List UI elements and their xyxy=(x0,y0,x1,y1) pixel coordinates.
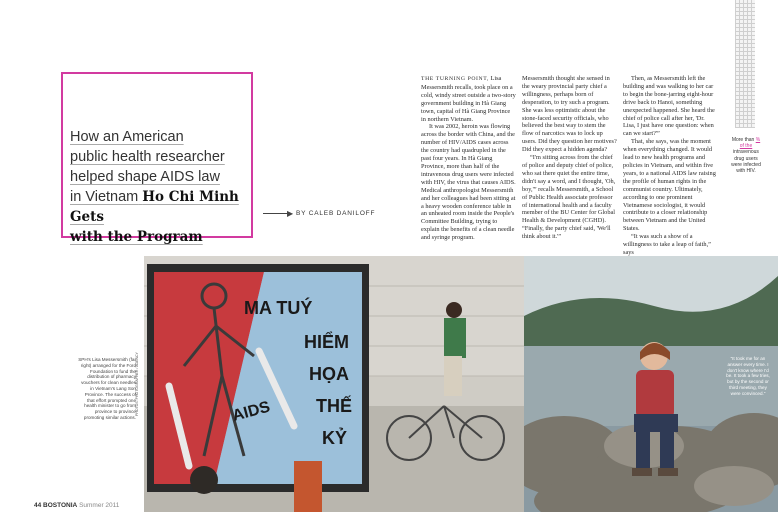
magazine-name: BOSTONIA xyxy=(43,502,78,509)
stat-post: intravenous drug users were infected with HIV. xyxy=(731,149,761,175)
headline-line-1: How an American xyxy=(70,129,184,145)
col2-para-1: Messersmith thought she sensed in the weary provincial party chief a willingness, perhaps born of desperation, to try such a program. She was less optimistic about the stone-faced security officials, who believed the best way to stem the flow of narcotics was to lock up users. Did they question her motives? Did they expect a hidden agenda? xyxy=(522,75,617,154)
col3-para-3: “It was such a show of a willingness to take a leap of faith,” says xyxy=(623,233,711,256)
issue-season: Summer 2011 xyxy=(79,502,120,509)
page-number: 44 xyxy=(34,502,42,509)
stat-pre: More than xyxy=(731,137,756,143)
headline-bold-1: Ho Chi Minh Gets xyxy=(70,189,239,225)
poster-line-2: HIỂM xyxy=(304,332,349,352)
photo-credit: PHOTOS: PHOTOGRAPHER / AGENCY xyxy=(135,352,139,416)
col3-para-2: That, she says, was the moment when everything changed. It would lead to new health programs and policies in Vietnam, and within five years, to a national AIDS law raising the profile of human rights in the communist country. Ultimately, according to one prominent Vietnamese sociologist, it would contribute to a closer relationship between Vietnam and the United States. xyxy=(623,138,716,233)
headline-line-4 xyxy=(70,187,275,227)
col1-para-1: Lisa Messersmith recalls, took place on a cold, windy street outside a two-story government building in Hà Giang town, capital of Hà Giang Province in northern Vietnam. xyxy=(421,75,516,123)
poster-line-1: MA TUÝ xyxy=(244,298,313,318)
stat-percent: % of the xyxy=(739,137,761,150)
headline-line-4-text: in Vietnam xyxy=(70,189,139,205)
poster-line-4: THẾ xyxy=(316,396,352,416)
infographic-grid xyxy=(735,0,755,128)
body-column-2 xyxy=(522,75,617,241)
col3-para-1: Then, as Messersmith left the building and was walking to her car to begin the bone-jarring eight-hour drive back to Hanoi, something unexpected happened. She heard the chief of police call after her, 'Dr. Lisa, I just have one question: when can we start?'” xyxy=(623,75,715,138)
headline xyxy=(70,127,275,247)
lead-in: THE TURNING POINT, xyxy=(421,76,489,82)
photo-caption: SPH's Lisa Messersmith (far right) arranged for the Ford Foundation to fund the distribution of pharmacy vouchers for clean needles in Vietnam's Lang Son Province. The success of that effort prompted one health minister to go from province to province promoting similar actions. xyxy=(78,357,136,420)
poster-photo xyxy=(144,256,524,512)
poster-line-5: KỶ xyxy=(322,428,348,448)
byline-arrow-icon: ▶ xyxy=(287,209,294,218)
col1-para-2: It was 2002, heroin was flowing across the border with China, and the number of HIV/AIDS cases across the country had quadrupled in the past four years. In Hà Giang Province, more than half of the intravenous drug users were infected with HIV, the virus that causes AIDS. Medical anthropologist Messersmith and her colleagues had been sitting at a heavy wooden conference table in an unheated room inside the People's Committee Building, trying to explain the benefits of a clean needle and syringe program. xyxy=(421,123,516,242)
byline: BY CALEB DANILOFF xyxy=(296,210,376,217)
sidebar-stat xyxy=(731,137,761,174)
body-column-1 xyxy=(421,75,516,242)
body-column-3 xyxy=(623,75,718,257)
folio xyxy=(34,502,119,509)
poster-photo-illustration xyxy=(144,256,524,512)
pull-quote: “It took me for an answer every time. I don't know where I'd be. It took a few tries, but by the second or third meeting, they were convinced.” xyxy=(726,356,770,396)
headline-line-3: helped shape AIDS law xyxy=(70,169,220,185)
headline-line-2: public health researcher xyxy=(70,149,225,165)
poster-aids-text: AIDS xyxy=(230,398,272,425)
headline-bold-2: with the Program xyxy=(70,229,203,245)
col2-para-2: “I'm sitting across from the chief of police and deputy chief of police, who sat there quiet the entire time, didn't say a word, and I thought, 'Oh, boy,'” recalls Messersmith, a School of Public Health associate professor of international health and a faculty member of the BU Center for Global Health & Development (CGHD). “Finally, the party chief said, 'We'll think about it.'” xyxy=(522,154,616,241)
poster-line-3: HỌA xyxy=(309,364,349,384)
